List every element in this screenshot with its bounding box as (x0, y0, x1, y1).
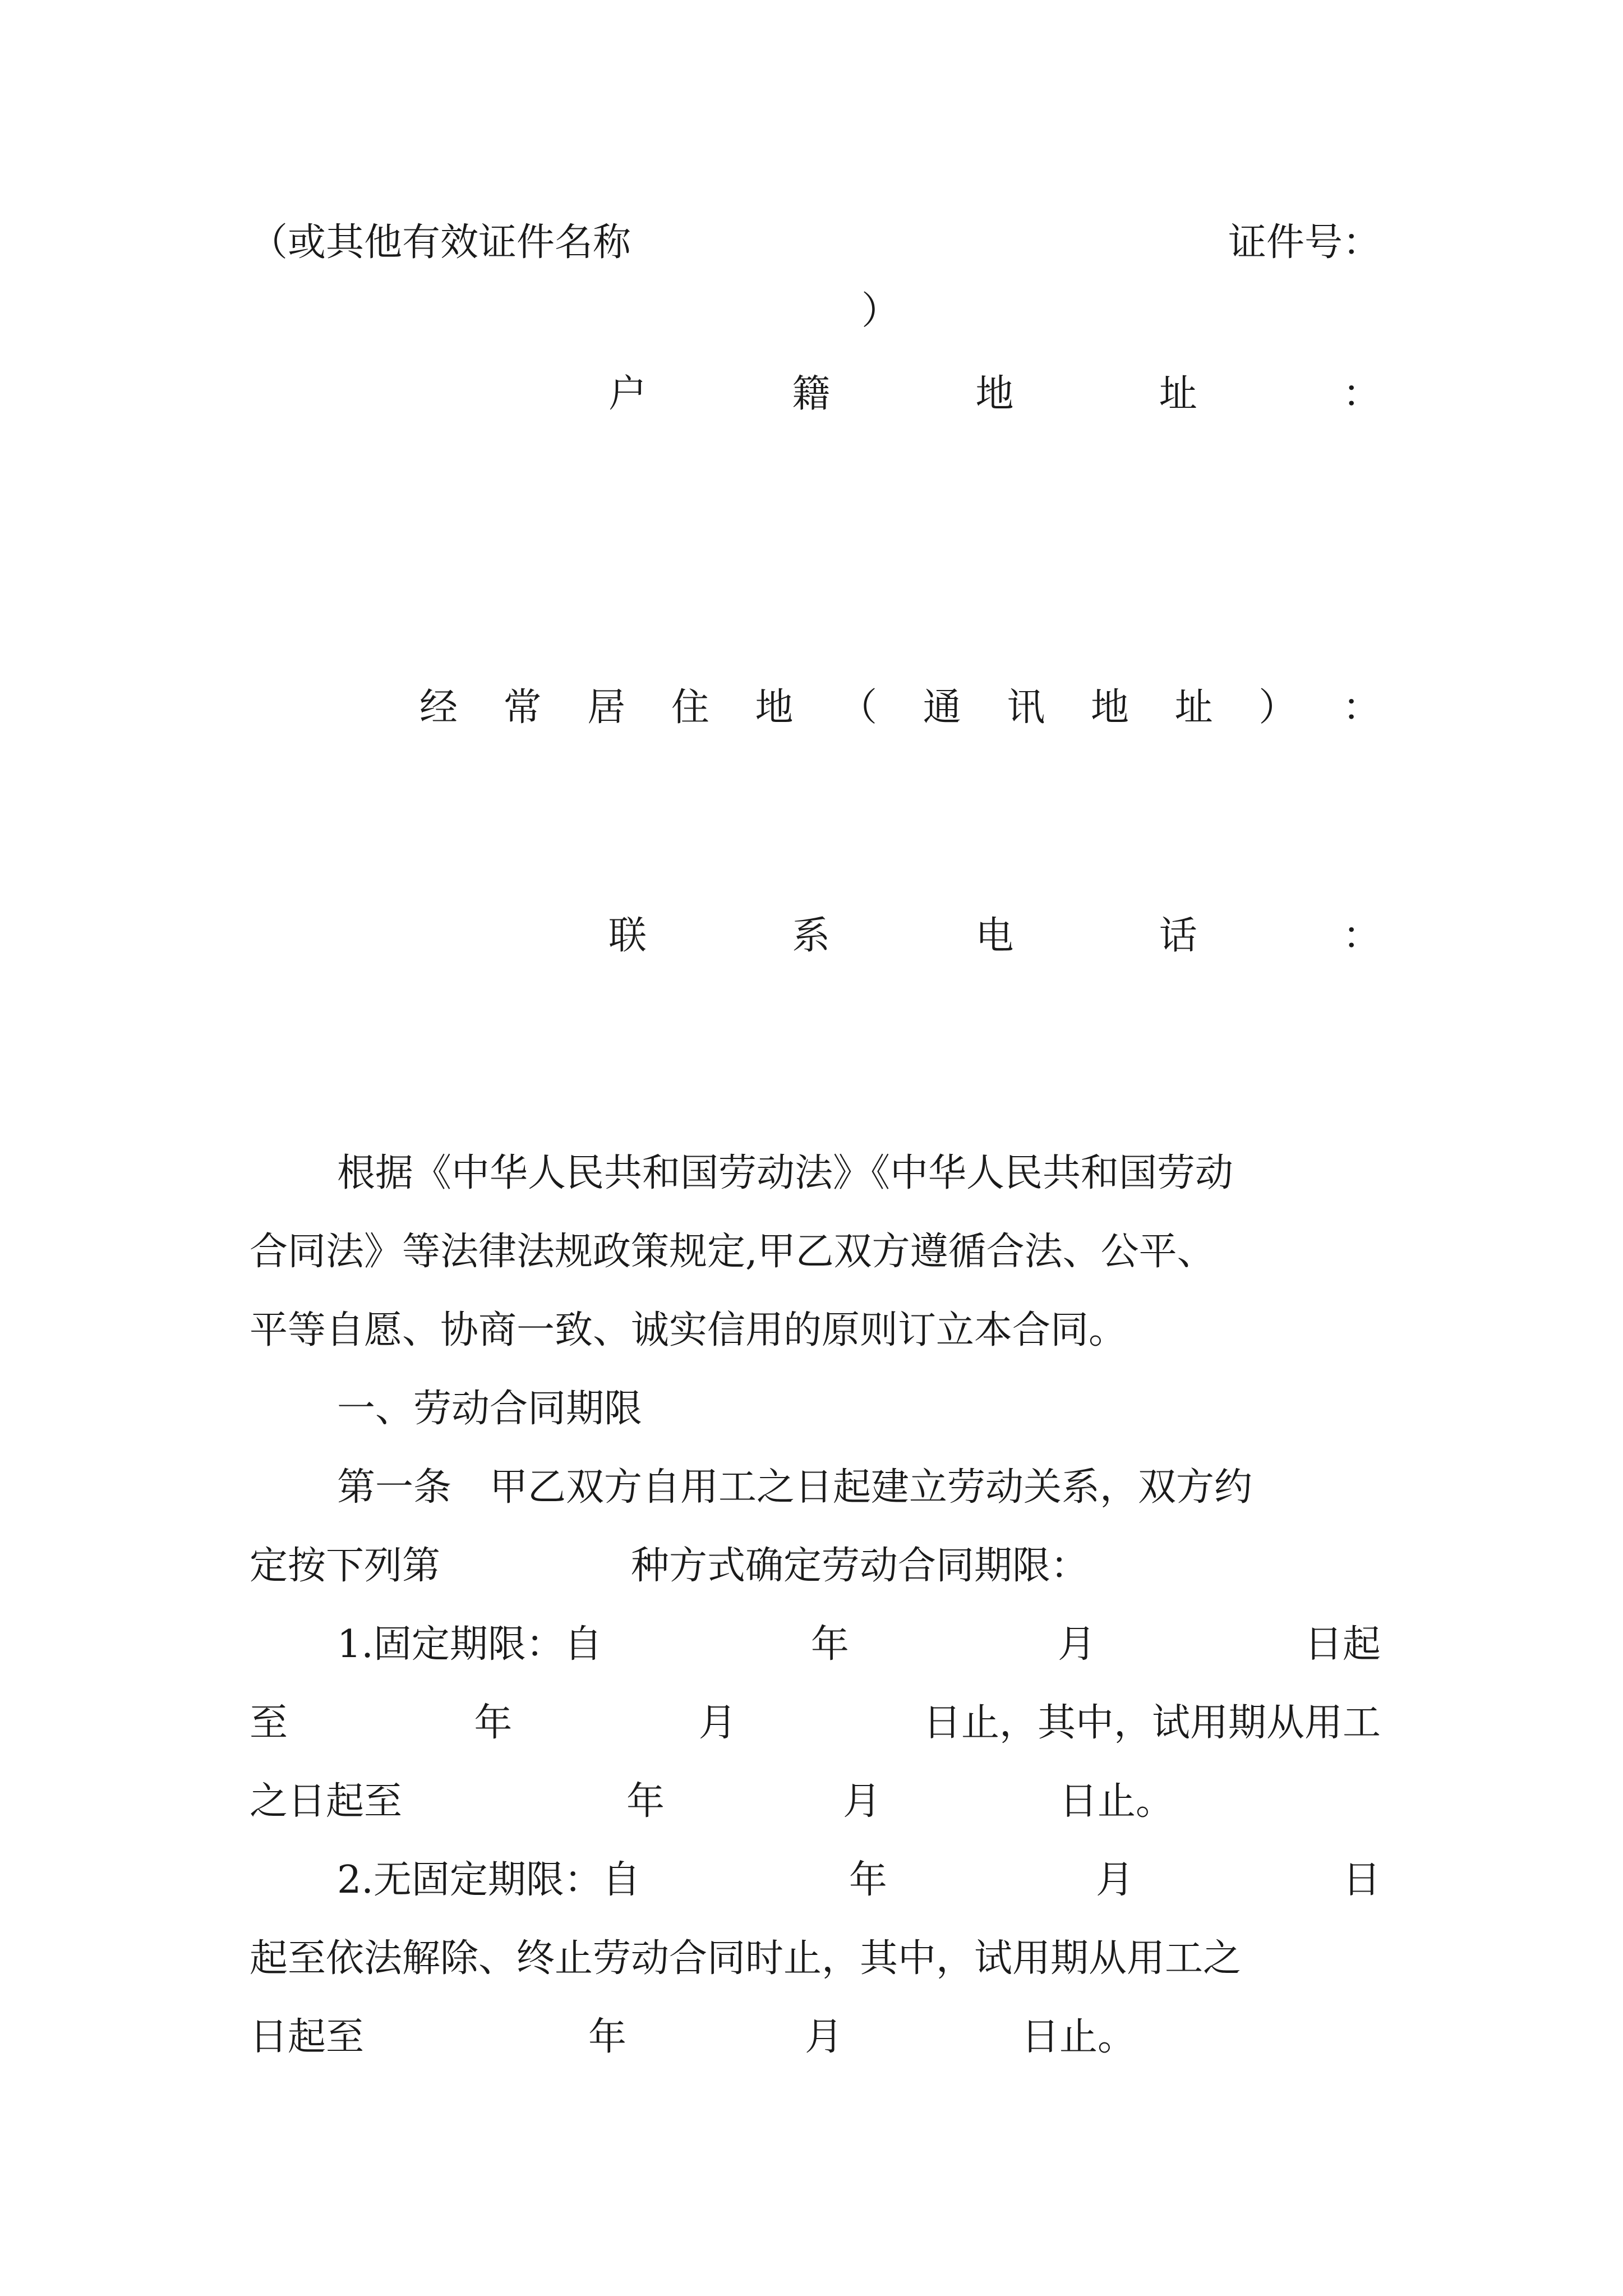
residence-address-char: 址 (1174, 685, 1213, 730)
household-address-char: 地 (975, 372, 1014, 416)
household-address-char: 址 (1159, 372, 1197, 416)
phone-char: ： (1342, 914, 1381, 958)
residence-address-char: ： (1342, 685, 1381, 730)
section-heading: 一、劳动合同期限 (337, 1387, 643, 1431)
phone-char: 联 (608, 914, 647, 958)
article-1-line-1: 第一条 甲乙双方自用工之日起建立劳动关系，双方约 (337, 1457, 1381, 1519)
intro-paragraph-line-1: 根据《中华人民共和国劳动法》《中华人民共和国劳动 (337, 1151, 1234, 1195)
residence-address-char: 经 (419, 685, 458, 730)
fixed-term-line-2: 至 年 月 日止，其中，试用期从用工 (250, 1701, 1381, 1745)
phone-char: 电 (975, 914, 1014, 958)
open-term-line-1: 2.无固定期限：自 年 月 日 (337, 1858, 1381, 1902)
fixed-term-line-1: 1.固定期限：自 年 月 日起 (337, 1622, 1381, 1667)
intro-paragraph-line-2: 合同法》等法律法规政策规定,甲乙双方遵循合法、公平、 (250, 1230, 1215, 1274)
intro-paragraph-line-3: 平等自愿、协商一致、诚实信用的原则订立本合同。 (250, 1308, 1127, 1352)
residence-address-char: 通 (923, 685, 961, 730)
residence-address-char: 居 (587, 685, 626, 730)
phone-char: 系 (792, 914, 831, 958)
residence-address-char: （ (839, 685, 878, 730)
household-address-char: ： (1342, 372, 1381, 416)
article-1-line-2: 定按下列第 种方式确定劳动合同期限： (250, 1544, 1089, 1588)
fixed-term-line-3: 之日起至 年 月 日止。 (250, 1779, 1174, 1824)
article-1-number: 第一条 (337, 1465, 452, 1510)
residence-address-char: 住 (671, 685, 709, 730)
residence-address-field (419, 677, 1381, 739)
id-document-name-label: （或其他有效证件名称 (250, 220, 631, 265)
phone-field (608, 905, 1381, 967)
open-term-line-2: 起至依法解除、终止劳动合同时止，其中，试用期从用工之 (250, 1936, 1242, 1981)
household-address-char: 户 (608, 372, 647, 416)
open-term-line-3: 日起至 年 月 日止。 (250, 2015, 1136, 2059)
residence-address-char: 地 (1091, 685, 1129, 730)
residence-address-char: 讯 (1007, 685, 1045, 730)
id-line-close-paren: ） (861, 289, 900, 333)
residence-address-char: ） (1258, 685, 1297, 730)
residence-address-char: 地 (755, 685, 794, 730)
household-address-field (608, 364, 1381, 425)
id-document-line (250, 212, 1381, 274)
residence-address-char: 常 (503, 685, 542, 730)
household-address-char: 籍 (792, 372, 831, 416)
id-number-label: 证件号： (1228, 220, 1381, 265)
phone-char: 话 (1159, 914, 1197, 958)
